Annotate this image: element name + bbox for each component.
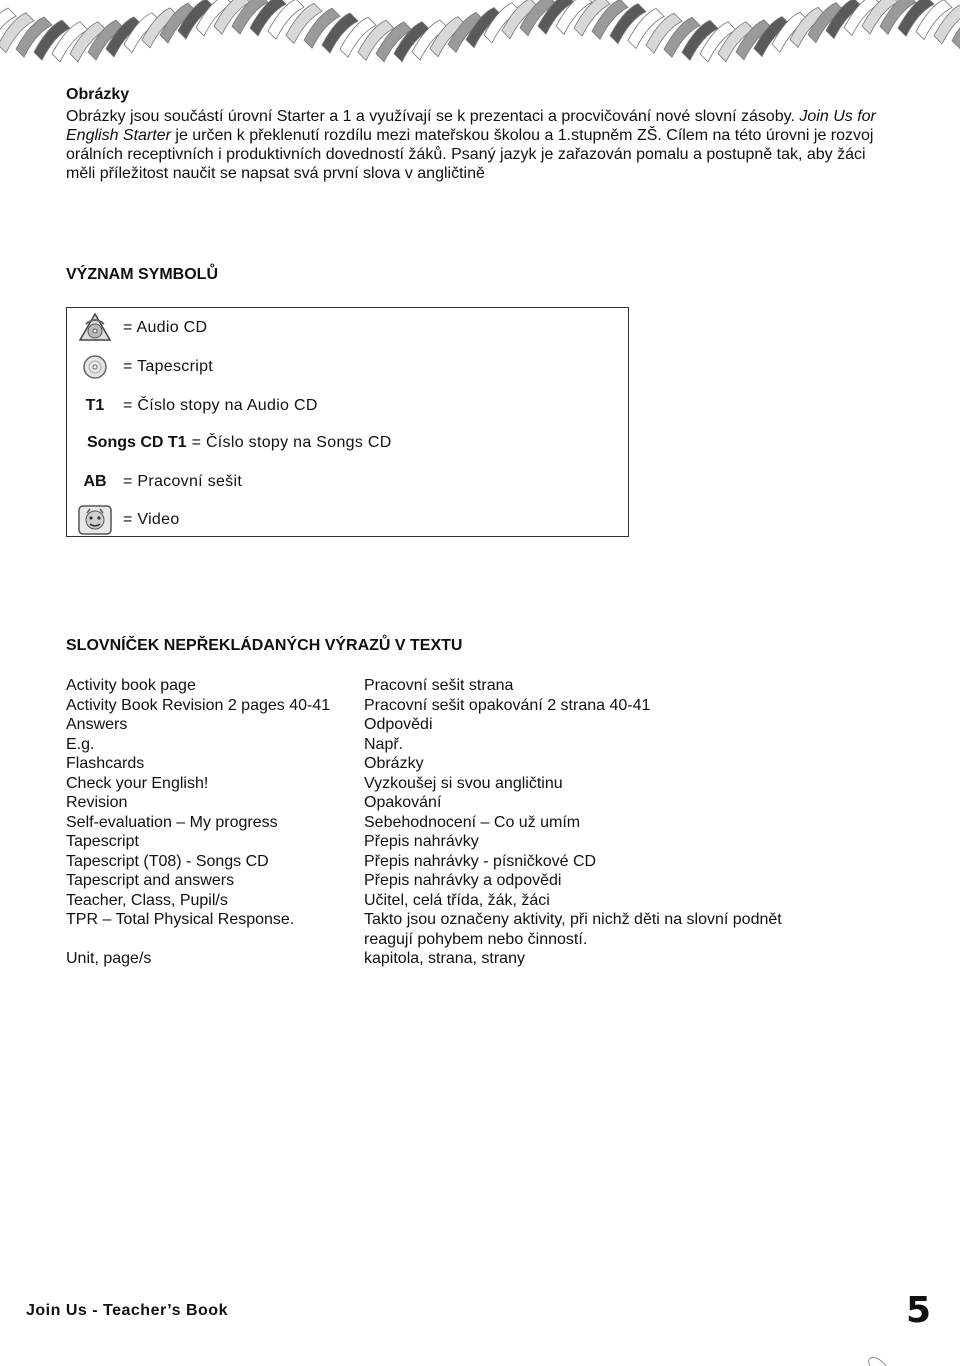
glossary-row — [66, 949, 826, 969]
legend-desc: = Číslo stopy na Songs CD — [191, 434, 392, 451]
glossary-term-cz: kapitola, strana, strany — [364, 950, 525, 967]
glossary-row — [66, 715, 826, 735]
glossary-list — [66, 676, 826, 969]
intro-section — [66, 86, 886, 183]
legend-label: Songs CD T1 — [87, 434, 187, 451]
legend-row-songs-track — [87, 426, 392, 460]
glossary-term-en: Revision — [66, 794, 128, 811]
glossary-term-en: Tapescript (T08) - Songs CD — [66, 852, 269, 870]
glossary-term-en: E.g. — [66, 735, 95, 753]
page-number: 5 — [906, 1290, 932, 1331]
video-icon — [67, 505, 123, 535]
legend-label: AB — [83, 473, 107, 490]
glossary-term-en: Activity Book Revision 2 pages 40-41 — [66, 696, 331, 714]
glossary-row — [66, 793, 826, 813]
glossary-term-en: Answers — [66, 716, 128, 733]
legend-row-video — [67, 503, 180, 537]
audio-cd-icon — [67, 312, 123, 344]
glossary-heading: SLOVNÍČEK NEPŘEKLÁDANÝCH VÝRAZŮ V TEXTU — [66, 637, 463, 654]
intro-heading: Obrázky — [66, 86, 130, 103]
glossary-row — [66, 871, 826, 891]
symbols-heading: VÝZNAM SYMBOLŮ — [66, 266, 218, 283]
glossary-term-en: Teacher, Class, Pupil/s — [66, 891, 228, 909]
legend-label: T1 — [85, 397, 105, 414]
glossary-row — [66, 696, 826, 716]
glossary-term-cz: Pracovní sešit strana — [364, 677, 514, 694]
intro-text-2: je určen k překlenutí rozdílu mezi mateřskou školou a 1.stupněm ZŠ. Cílem na této úrovni je rozvoj orálních receptivních i produktivních dovedností žáků. Psaný jazyk je zařazován pomalu a postupně tak, aby žáci měli příležitost naučit se napsat svá první slova v angličtině — [66, 127, 874, 182]
intro-book-title: Join Us for English Starter — [66, 108, 876, 144]
glossary-row — [66, 910, 826, 949]
legend-row-tapescript — [67, 350, 213, 384]
glossary-term-cz: Sebehodnocení – Co už umím — [364, 813, 581, 831]
intro-paragraph — [66, 107, 886, 183]
glossary-row — [66, 676, 826, 696]
glossary-term-en: Unit, page/s — [66, 950, 152, 967]
glossary-term-cz: Přepis nahrávky a odpovědi — [364, 872, 562, 889]
glossary-term-cz: Učitel, celá třída, žák, žáci — [364, 891, 550, 909]
glossary-term-cz: Vyzkoušej si svou angličtinu — [364, 774, 563, 792]
symbols-legend-box — [66, 307, 629, 537]
glossary-term-en: Flashcards — [66, 755, 145, 772]
glossary-row — [66, 891, 826, 911]
legend-row-track — [67, 389, 318, 423]
glossary-term-cz: Pracovní sešit opakování 2 strana 40-41 — [364, 696, 651, 714]
legend-desc: = Pracovní sešit — [123, 473, 243, 490]
glossary-term-en: Tapescript — [66, 833, 139, 850]
legend-desc: = Audio CD — [123, 319, 208, 336]
legend-desc: = Video — [123, 511, 180, 528]
glossary-term-cz: Takto jsou označeny aktivity, při nichž děti na slovní podnět reagují pohybem nebo činností. — [364, 911, 782, 948]
glossary-term-cz: Např. — [364, 735, 404, 753]
glossary-term-en: Tapescript and answers — [66, 872, 235, 889]
rope-corner-decoration — [850, 1256, 960, 1366]
glossary-term-cz: Přepis nahrávky - písničkové CD — [364, 852, 597, 870]
tapescript-icon — [67, 354, 123, 380]
legend-desc: = Číslo stopy na Audio CD — [123, 397, 318, 414]
glossary-row — [66, 774, 826, 794]
glossary-row — [66, 852, 826, 872]
legend-row-audio-cd — [67, 311, 207, 345]
glossary-term-en: Check your English! — [66, 774, 209, 792]
glossary-term-en: TPR – Total Physical Response. — [66, 911, 295, 928]
glossary-term-en: Self-evaluation – My progress — [66, 813, 278, 831]
glossary-row — [66, 735, 826, 755]
glossary-term-cz: Obrázky — [364, 755, 424, 772]
rope-border-decoration — [0, 0, 960, 78]
footer-book-title: Join Us - Teacher’s Book — [26, 1302, 228, 1319]
glossary-term-en: Activity book page — [66, 677, 196, 694]
glossary-term-cz: Odpovědi — [364, 716, 433, 733]
legend-desc: = Tapescript — [123, 358, 214, 375]
glossary-row — [66, 832, 826, 852]
glossary-row — [66, 813, 826, 833]
glossary-row — [66, 754, 826, 774]
glossary-term-cz: Přepis nahrávky — [364, 833, 479, 850]
intro-text-1: Obrázky jsou součástí úrovní Starter a 1 a využívají se k prezentaci a procvičování nové slovní zásoby. — [66, 108, 800, 125]
glossary-term-cz: Opakování — [364, 794, 442, 811]
legend-row-activity-book — [67, 465, 242, 499]
